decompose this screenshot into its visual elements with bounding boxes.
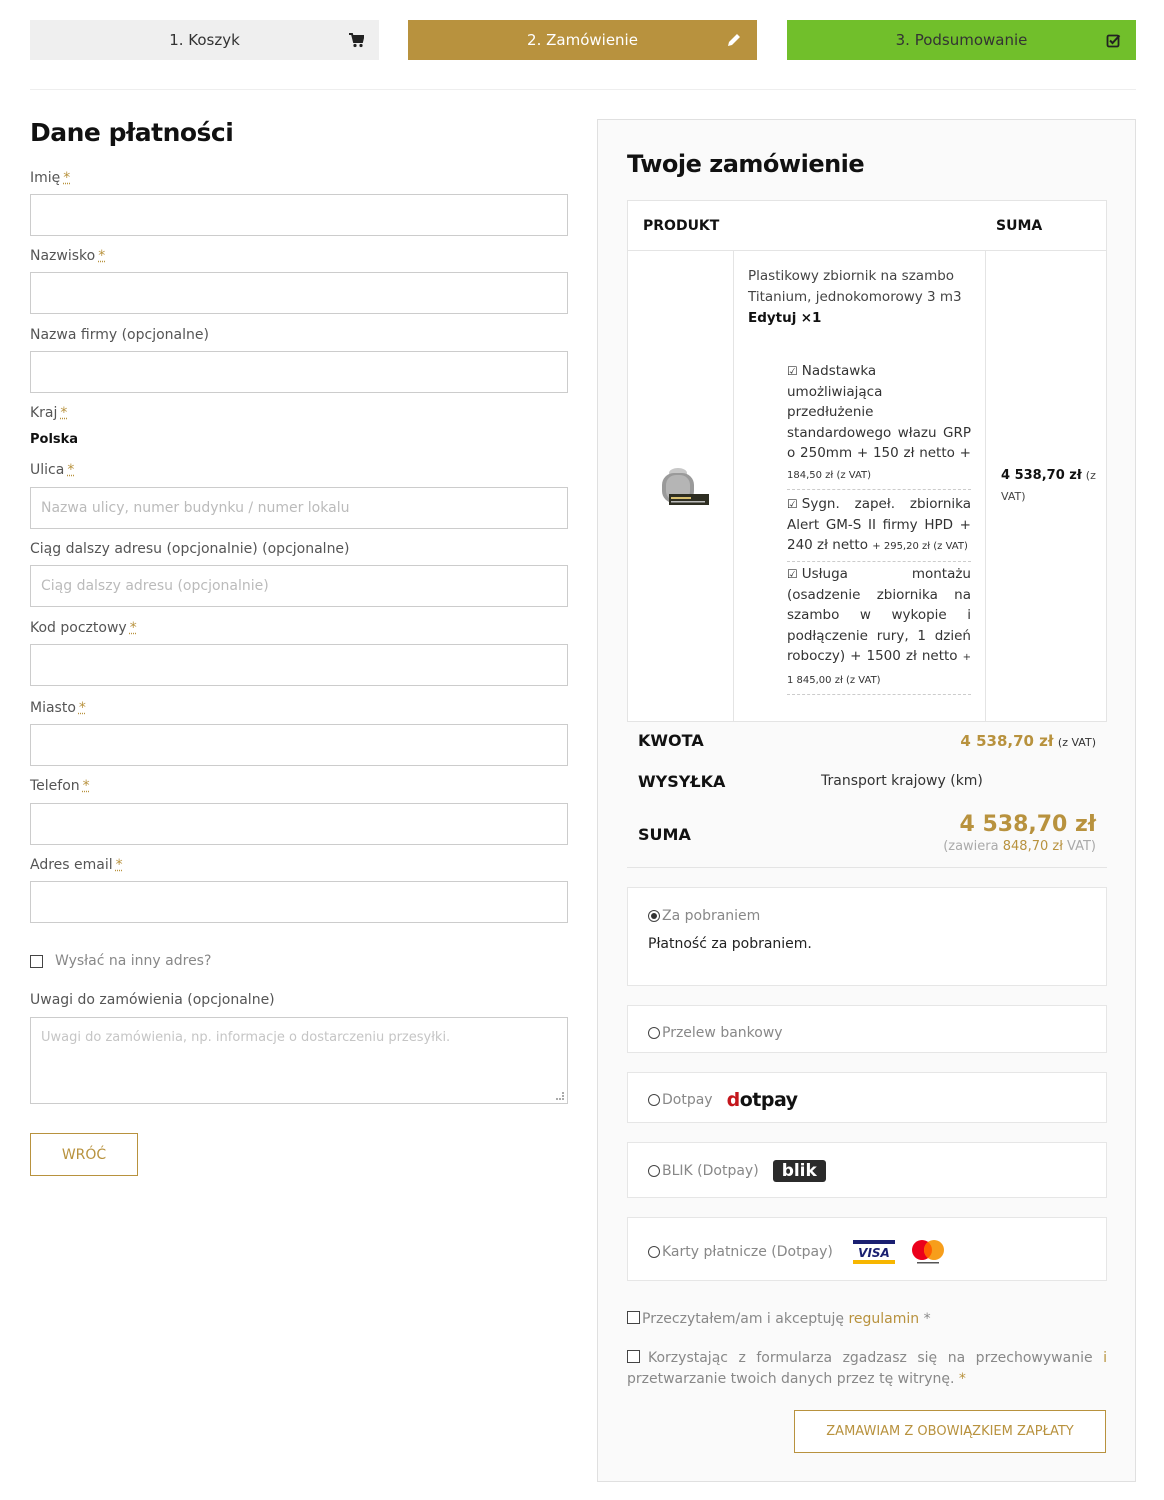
table-divider bbox=[985, 250, 986, 722]
checkout-steps bbox=[30, 20, 1136, 60]
notes-label: Uwagi do zamówienia (opcjonalne) bbox=[30, 992, 275, 1008]
terms-accept: Przeczytałem/am i akceptuję regulamin * bbox=[627, 1309, 931, 1330]
place-order-button[interactable]: ZAMAWIAM Z OBOWIĄZKIEM ZAPŁATY bbox=[794, 1410, 1106, 1453]
payment-cards-row[interactable] bbox=[648, 1239, 947, 1265]
step-cart-label: 1. Koszyk bbox=[169, 31, 240, 49]
payment-cards-label: Karty płatnicze (Dotpay) bbox=[662, 1244, 833, 1260]
payment-blik-radio[interactable] bbox=[648, 1165, 660, 1177]
check-square-icon: ☑ bbox=[787, 567, 798, 581]
payment-transfer-label: Przelew bankowy bbox=[662, 1025, 783, 1041]
visa-logo bbox=[853, 1240, 895, 1264]
payment-blik-label: BLIK (Dotpay) bbox=[662, 1163, 759, 1179]
first-name-label: Imię * bbox=[30, 170, 71, 186]
blik-logo: blik bbox=[773, 1160, 826, 1182]
street-label: Ulica * bbox=[30, 462, 75, 478]
shipping-label: WYSYŁKA bbox=[638, 772, 726, 791]
payment-cards[interactable] bbox=[627, 1217, 1107, 1281]
vat-note: (zawiera 848,70 zł VAT) bbox=[943, 839, 1096, 854]
mastercard-logo bbox=[909, 1239, 947, 1265]
payment-transfer[interactable] bbox=[627, 1005, 1107, 1053]
city-label: Miasto * bbox=[30, 700, 86, 716]
amount-label: KWOTA bbox=[638, 731, 704, 750]
billing-title: Dane płatności bbox=[30, 118, 234, 147]
ship-different-checkbox[interactable] bbox=[30, 955, 43, 968]
payment-dotpay-row[interactable] bbox=[648, 1089, 798, 1111]
first-name-field[interactable] bbox=[30, 194, 568, 236]
phone-field[interactable] bbox=[30, 803, 568, 845]
addon-item: ☑ Sygn. zapeł. zbiornika Alert GM-S II firmy HPD + 240 zł netto + 295,20 zł (z VAT) bbox=[787, 494, 971, 562]
street-field[interactable]: Nazwa ulicy, numer budynku / numer lokalu bbox=[30, 487, 568, 529]
ship-different-label: Wysłać na inny adres? bbox=[55, 953, 212, 969]
payment-cod[interactable] bbox=[627, 887, 1107, 986]
resize-grip-icon[interactable] bbox=[556, 1092, 564, 1100]
check-square-icon: ☑ bbox=[787, 364, 798, 378]
payment-dotpay-label: Dotpay bbox=[662, 1092, 713, 1108]
pencil-icon bbox=[725, 31, 743, 49]
product-name: Plastikowy zbiornik na szambo Titanium, jednokomorowy 3 m3 Edytuj ×1 bbox=[748, 268, 962, 326]
product-thumbnail[interactable] bbox=[658, 461, 710, 511]
payment-cod-label: Za pobraniem bbox=[662, 908, 761, 924]
cart-icon bbox=[347, 31, 365, 49]
last-name-label: Nazwisko * bbox=[30, 248, 106, 264]
addon-item: ☑ Nadstawka umożliwiająca przedłużenie standardowego włazu GRP o 250mm + 150 zł netto + 184,50 zł (z VAT) bbox=[787, 361, 971, 490]
email-label: Adres email * bbox=[30, 857, 123, 873]
terms-link[interactable]: regulamin bbox=[848, 1311, 920, 1327]
check-square-icon bbox=[1104, 31, 1122, 49]
step-order-label: 2. Zamówienie bbox=[527, 31, 638, 49]
table-divider bbox=[733, 250, 734, 722]
payment-cards-radio[interactable] bbox=[648, 1246, 660, 1258]
payment-cod-description: Płatność za pobraniem. bbox=[648, 936, 812, 952]
product-total: 4 538,70 zł (z VAT) bbox=[1001, 468, 1096, 503]
back-button[interactable]: WRÓĆ bbox=[30, 1133, 138, 1176]
check-square-icon: ☑ bbox=[787, 497, 798, 511]
addon-item: ☑ Usługa montażu (osadzenie zbiornika na szambo w wykopie i podłączenie rury, 1 dzień roboczy) + 1500 zł netto + 1 845,00 zł (z VAT) bbox=[787, 564, 971, 695]
notes-placeholder: Uwagi do zamówienia, np. informacje o dostarczeniu przesyłki. bbox=[41, 1030, 451, 1045]
divider bbox=[30, 89, 1136, 90]
payment-blik[interactable] bbox=[627, 1142, 1107, 1198]
billing-form bbox=[30, 118, 568, 1163]
edit-link[interactable]: Edytuj bbox=[748, 310, 797, 326]
product-qty: ×1 bbox=[800, 310, 822, 326]
privacy-consent: Korzystając z formularza zgadzasz się na przechowywanie i przetwarzanie twoich danych przez tę witrynę. * bbox=[627, 1350, 1107, 1387]
amount-value: 4 538,70 zł (z VAT) bbox=[960, 732, 1096, 750]
terms-checkbox[interactable] bbox=[627, 1311, 640, 1324]
svg-text:VISA: VISA bbox=[857, 1246, 890, 1260]
order-table bbox=[627, 200, 1107, 722]
payment-transfer-row[interactable] bbox=[648, 1025, 783, 1041]
step-summary[interactable] bbox=[787, 20, 1136, 60]
country-value: Polska bbox=[30, 432, 79, 447]
shipping-value: Transport krajowy (km) bbox=[821, 773, 983, 789]
payment-cod-row[interactable] bbox=[648, 908, 760, 924]
last-name-field[interactable] bbox=[30, 272, 568, 314]
ship-different-row[interactable] bbox=[30, 953, 211, 969]
city-field[interactable] bbox=[30, 724, 568, 766]
table-divider bbox=[628, 250, 1106, 251]
sum-value: 4 538,70 zł (zawiera 848,70 zł VAT) bbox=[943, 812, 1096, 854]
payment-dotpay[interactable] bbox=[627, 1072, 1107, 1123]
privacy-checkbox[interactable] bbox=[627, 1350, 640, 1363]
order-title: Twoje zamówienie bbox=[627, 150, 865, 178]
notes-textarea[interactable] bbox=[30, 1017, 568, 1104]
payment-dotpay-radio[interactable] bbox=[648, 1094, 660, 1106]
step-summary-label: 3. Podsumowanie bbox=[895, 31, 1028, 49]
postcode-field[interactable] bbox=[30, 644, 568, 686]
payment-blik-row[interactable] bbox=[648, 1160, 826, 1182]
postcode-label: Kod pocztowy * bbox=[30, 620, 137, 636]
address2-label: Ciąg dalszy adresu (opcjonalnie) (opcjonalne) bbox=[30, 541, 350, 557]
col-total-header: SUMA bbox=[996, 217, 1043, 234]
totals-divider bbox=[627, 867, 1107, 868]
email-field[interactable] bbox=[30, 881, 568, 923]
company-label: Nazwa firmy (opcjonalne) bbox=[30, 327, 209, 343]
step-order[interactable] bbox=[408, 20, 757, 60]
col-product-header: PRODUKT bbox=[643, 217, 720, 234]
phone-label: Telefon * bbox=[30, 778, 90, 794]
dotpay-logo: dotpay bbox=[726, 1089, 798, 1111]
address2-field[interactable]: Ciąg dalszy adresu (opcjonalnie) bbox=[30, 565, 568, 607]
payment-cod-radio[interactable] bbox=[648, 910, 660, 922]
country-label: Kraj * bbox=[30, 405, 68, 421]
payment-transfer-radio[interactable] bbox=[648, 1027, 660, 1039]
company-field[interactable] bbox=[30, 351, 568, 393]
step-cart[interactable] bbox=[30, 20, 379, 60]
sum-label: SUMA bbox=[638, 825, 691, 844]
order-panel bbox=[597, 119, 1136, 1482]
